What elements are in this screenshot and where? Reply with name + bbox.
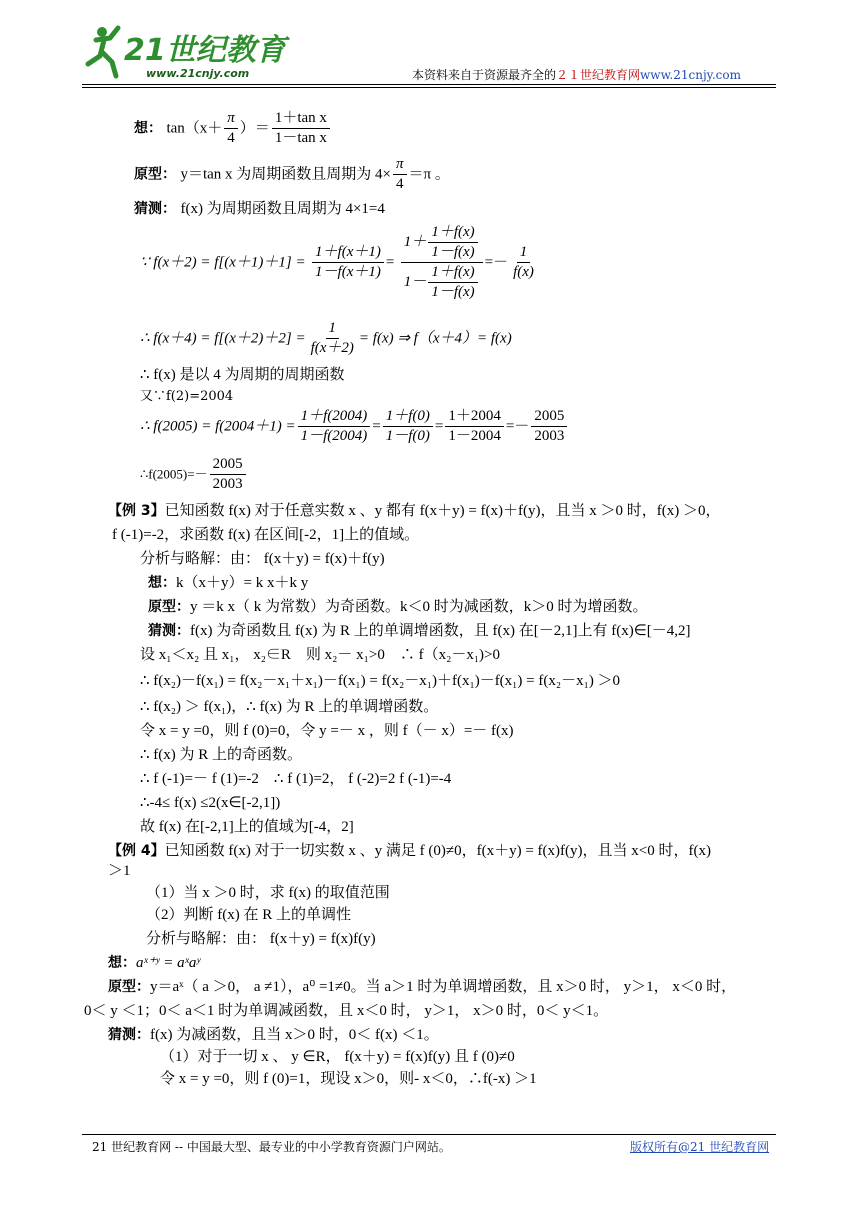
example-3-label: 【例 3】 <box>108 503 165 519</box>
footer-text: 21 世纪教育网 -- 中国最大型、最专业的中小学教育资源门户网站。 <box>92 1140 451 1154</box>
example-4-question-2: （2）判断 f(x) 在 R 上的单调性 <box>146 907 351 923</box>
example-4-solution-1: （1）对于一切 x 、 y ∈R， f(x＋y) = f(x)f(y) 且 f (0)≠0 <box>160 1049 515 1065</box>
example-4-solution-2: 令 x = y =0，则 f (0)=1，现设 x＞0，则- x＜0，∴f(-x) ＞1 <box>160 1071 537 1087</box>
example-3-step-6: ∴ f (-1)=－ f (1)=-2 ∴ f (1)=2， f (-2)=2 f (-1)=-4 <box>140 771 452 787</box>
header-rule <box>82 84 776 85</box>
logo-text: 21世纪教育 <box>124 33 286 68</box>
site-logo <box>82 22 292 84</box>
example-3-prototype: 原型：y ＝k x（ k 为常数）为奇函数。k＜0 时为减函数，k＞0 时为增函数。 <box>148 599 648 615</box>
example-4-analysis: 分析与略解：由： f(x＋y) = f(x)f(y) <box>146 931 376 947</box>
derivation-line-4: 又∵f(2)=2004 <box>140 389 234 404</box>
example-4-statement-2: ＞1 <box>108 863 131 879</box>
derivation-line-5: ∴ f(2005) = f(2004＋1) = $\frac{1+f(2004)}{1-f(2004)}$ = $\frac{1+f(0)}{1-f(0)}$ = $\frac{1+2004}{1-2004}$ =－ $\frac{2005}{2003}$ <box>140 408 569 445</box>
runner-icon <box>88 27 118 76</box>
example-3-statement: 【例 3】已知函数 f(x) 对于任意实数 x 、y 都有 f(x＋y) = f(x)＋f(y)，且当 x ＞0 时，f(x) ＞0， <box>108 503 721 519</box>
example-4-label: 【例 4】 <box>108 843 165 859</box>
example-3-step-3: ∴ f(x₂) ＞ f(x₁)，∴ f(x) 为 R 上的单调增函数。 <box>140 699 439 715</box>
source-link[interactable]: www.21cnjy.com <box>640 68 741 82</box>
example-3-step-1: 设 x₁＜x₂ 且 x₁， x₂∈R 则 x₂－ x₁>0 ∴ f（x₂－x₁)>0 <box>140 647 501 663</box>
example-4-statement: 【例 4】已知函数 f(x) 对于一切实数 x 、y 满足 f (0)≠0，f(x＋y) = f(x)f(y)，且当 x<0 时，f(x) <box>108 843 711 859</box>
example-4-think: 想：aˣ⁺ʸ = aˣaʸ <box>108 955 201 971</box>
example-4-prototype: 原型：y＝aˣ（ a ＞0， a ≠1），a⁰ =1≠0。当 a＞1 时为单调增函数，且 x＞0 时， y＞1， x＜0 时， <box>108 979 737 995</box>
prototype-line-1: 原型： y＝tan x 为周期函数且周期为 4× $\frac{\pi}{4}$ ＝π 。 <box>134 156 450 192</box>
example-3-conclusion: 故 f(x) 在[-2,1]上的值域为[-4，2] <box>140 819 354 835</box>
derivation-line-3: ∴ f(x) 是以 4 为周期的周期函数 <box>140 367 345 383</box>
header-rule-2 <box>82 87 776 88</box>
think-line-1: 想： tan（x＋ $\frac{\pi}{4}$ ）＝ $\frac{\text{1＋tan x}}{\text{1－tan x}}$ <box>134 110 332 147</box>
example-3-statement-2: f (-1)=-2，求函数 f(x) 在区间[-2，1]上的值域。 <box>112 527 420 543</box>
guess-line-1: 猜测： f(x) 为周期函数且周期为 4×1=4 <box>134 201 385 217</box>
source-line: 本资料来自于资源最齐全的２１世纪教育网www.21cnjy.com <box>412 68 741 82</box>
example-3-step-7: ∴-4≤ f(x) ≤2(x∈[-2,1]) <box>140 795 281 811</box>
example-4-prototype-2: 0＜ y ＜1；0＜ a＜1 时为单调减函数，且 x＜0 时， y＞1， x＞0 时，0＜ y＜1。 <box>84 1003 609 1019</box>
copyright-link[interactable]: 版权所有@21 世纪教育网 <box>630 1140 770 1154</box>
example-3-guess: 猜测：f(x) 为奇函数且 f(x) 为 R 上的单调增函数，且 f(x) 在[－2,1]上有 f(x)∈[－4,2] <box>148 623 691 639</box>
footer-rule <box>82 1134 776 1135</box>
logo-url: www.21cnjy.com <box>146 67 250 80</box>
example-4-guess: 猜测：f(x) 为减函数，且当 x＞0 时，0＜ f(x) ＜1。 <box>108 1027 439 1043</box>
example-3-analysis: 分析与略解：由： f(x＋y) = f(x)＋f(y) <box>140 551 385 567</box>
derivation-line-1: ∵ f(x＋2) = f[(x＋1)＋1] = $\frac{1+f(x+1)}{1-f(x+1)}$ = 1＋ $\frac{1+f(x)}{1-f(x)}$ 1－ $\frac{1+f(x)}{1-f(x)}$ =－ $\frac{1}{f(x)}$ <box>140 224 534 300</box>
example-3-step-5: ∴ f(x) 为 R 上的奇函数。 <box>140 747 303 763</box>
derivation-line-2: ∴ f(x＋4) = f[(x＋2)＋2] = $\frac{1}{f(x+2)}$ = f(x) ⇒ f（x＋4）= f(x) <box>140 320 512 356</box>
example-4-question-1: （1）当 x ＞0 时，求 f(x) 的取值范围 <box>146 885 390 901</box>
example-3-think: 想：k（x＋y）= k x＋k y <box>148 575 309 591</box>
example-3-step-4: 令 x = y =0，则 f (0)=0，令 y =－ x ，则 f（－ x）=－ f(x) <box>140 723 514 739</box>
example-3-step-2: ∴ f(x₂)－f(x₁) = f(x₂－x₁＋x₁)－f(x₁) = f(x₂－x₁)＋f(x₁)－f(x₁) = f(x₂－x₁) ＞0 <box>140 673 621 689</box>
derivation-line-6: ∴f(2005)=－ $\frac{2005}{2003}$ <box>140 456 248 493</box>
